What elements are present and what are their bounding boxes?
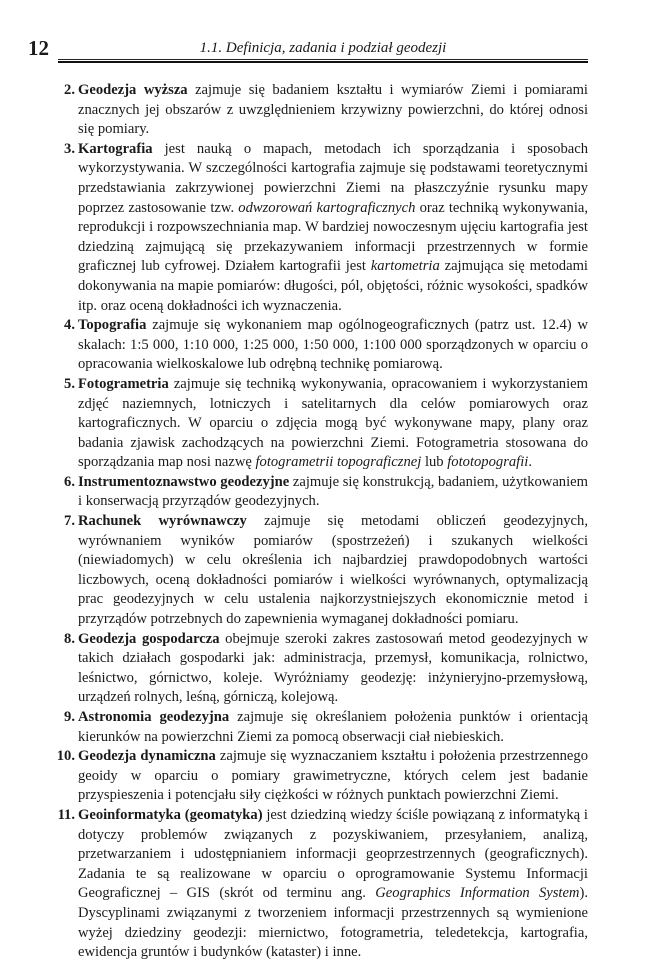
item-text: obejmuje szeroki zakres zastosowań metod geodezyjnych w takich działach gospodarki jak: administracja, przemysł, komunikacja, rolnictwo, leśnictwo, górnictwo, koleje. Wyróżniamy geodezję: inżynieryjno-przemysłową, urządzeń rolnych, leśną, górniczą, kolejową.: [78, 630, 588, 706]
item-text: zajmuje się określaniem położenia punktów i orientacją kierunków na powierzchni Ziemi za pomocą obserwacji ciał niebieskich.: [78, 709, 588, 745]
item-italic: Geographics Information System: [375, 885, 580, 902]
item-italic: odwzorowań kartograficznych: [238, 199, 416, 216]
header-rule: [58, 59, 588, 63]
list-item-7: [47, 512, 588, 630]
item-term: Geodezja dynamiczna: [78, 748, 216, 765]
item-number: 9.: [64, 709, 75, 725]
item-term: Kartografia: [78, 140, 153, 157]
list-item-10: [47, 747, 588, 806]
item-text: zajmuje się wyznaczaniem kształtu i położenia przestrzennego geoidy w oparciu o pomiary grawimetryczne, których celem jest badanie przyspieszenia i potencjału siły ciężkości w różnych punktach powierzchni Ziemi.: [78, 748, 588, 804]
item-number: 5.: [64, 375, 75, 392]
list-item-3: [47, 140, 588, 316]
item-text: ). Dyscyplinami związanymi z tworzeniem informacji przestrzennych są wymienione wyżej dziedziny geodezji: miernictwo, fotogrametria, teledetekcja, kartografia, ewidencja gruntów i budynków (kataster) i inne.: [78, 885, 588, 961]
item-text: zajmuje się wykonaniem map ogólnogeograficznych (patrz ust. 12.4) w skalach: 1:5 000, 1:10 000, 1:25 000, 1:50 000, 1:100 000 sporządzonych w oparciu o opracowania wielkoskalowe lub odrębną technikę pomiarową.: [78, 317, 588, 373]
item-text: zajmująca się metodami dokonywania na mapie pomiarów: długości, pól, objętości, różnic wysokości, spadków itp. oraz oceną dokładności ich wyznaczenia.: [78, 258, 588, 314]
item-number: 6.: [64, 473, 75, 490]
item-text: .: [528, 454, 532, 471]
list-item-6: [47, 473, 588, 512]
item-text: zajmuje się konstrukcją, badaniem, użytkowaniem i konserwacją przyrządów geodezyjnych.: [78, 473, 588, 510]
item-number: 8.: [64, 630, 75, 647]
list-item-4: [47, 316, 588, 375]
item-text: jest nauką o mapach, metodach ich sporządzania i sposobach wykorzystywania. W szczególności kartografia zajmuje się podstawami teoretycznymi przedstawiania zakrzywionej powierzchni Ziemi na płaszczyźnie rysunku mapy poprzez zastosowanie tzw.: [78, 140, 588, 216]
item-number: 11.: [57, 806, 75, 823]
item-text: zajmuje się metodami obliczeń geodezyjnych, wyrównaniem wyników pomiarów (spostrzeżeń) i szukanych wielkości (niewiadomych) w celu określenia ich najbardziej prawdopodobnych wartości liczbowych, oceną dokładności pomiarów i wielkości wyrównanych, optymalizacją prac geodezyjnych w celu ustalenia najkorzystniejszych ekonomicznie metod i przyrządów potrzebnych do zapewnienia wymaganej dokładności pomiaru.: [78, 513, 588, 628]
item-term: Geodezja wyższa: [78, 82, 188, 98]
page-header: [28, 36, 588, 66]
list-item-9: [47, 708, 588, 747]
item-term: Rachunek wyrównawczy: [78, 513, 247, 530]
running-head: 1.1. Definicja, zadania i podział geodezji: [199, 40, 447, 56]
item-term: Instrumentoznawstwo geodezyjne: [78, 473, 290, 490]
item-italic: kartometria: [370, 258, 440, 275]
item-number: 4.: [64, 317, 75, 334]
item-italic: fotogrametrii topograficznej: [255, 454, 422, 471]
item-number: 7.: [64, 513, 75, 530]
item-term: Astronomia geodezyjna: [78, 709, 230, 725]
item-text: oraz techniką wykonywania, reprodukcji i rozpowszechniania map. W bardziej nowoczesnym ujęciu kartografia jest dziedziną zajmującą się przekazywaniem informacji przestrzennych w formie graficznej lub cyfrowej. Działem kartografii jest: [78, 199, 588, 275]
item-text: lub: [421, 454, 448, 471]
item-text: zajmuje się badaniem kształtu i wymiarów Ziemi i pomiarami znacznych jej obszarów z uwzględnieniem krzywizny powierzchni, do której odnosi się pomiary.: [78, 82, 588, 138]
list-item-11: [47, 806, 588, 963]
list-item-5: [47, 375, 588, 473]
definition-list: [47, 81, 588, 963]
item-text: zajmuje się techniką wykonywania, opracowaniem i wykorzystaniem zdjęć naziemnych, lotniczych i satelitarnych dla celów pomiarowych oraz kartograficznych. W oparciu o zdjęcia mogą być wykonywane mapy, plany oraz badania zjawisk zachodzących na powierzchni Ziemi. Fotogrametria stosowana do sporządzania map nosi nazwę: [78, 375, 588, 471]
item-number: 3.: [64, 140, 75, 157]
item-number: 2.: [64, 82, 75, 98]
item-term: Geodezja gospodarcza: [78, 630, 220, 647]
item-term: Topografia: [78, 317, 147, 334]
item-term: Geoinformatyka (geomatyka): [78, 806, 263, 823]
item-number: 10.: [56, 748, 75, 765]
item-term: Fotogrametria: [78, 375, 169, 392]
list-item-8: [47, 630, 588, 708]
list-item-2: [47, 81, 588, 140]
item-italic: fototopografii: [447, 454, 529, 471]
item-text: jest dziedziną wiedzy ściśle powiązaną z informatyką i dotyczy problemów związanych z pozyskiwaniem, przesyłaniem, analizą, przetwarzaniem i udostępnianiem informacji geoprzestrzennych (geograficznych). Zadania te są realizowane w oparciu o oprogramowanie Systemu Informacji Geograficznej – GIS (skrót od terminu ang.: [78, 806, 588, 902]
page-number: 12: [28, 36, 49, 60]
